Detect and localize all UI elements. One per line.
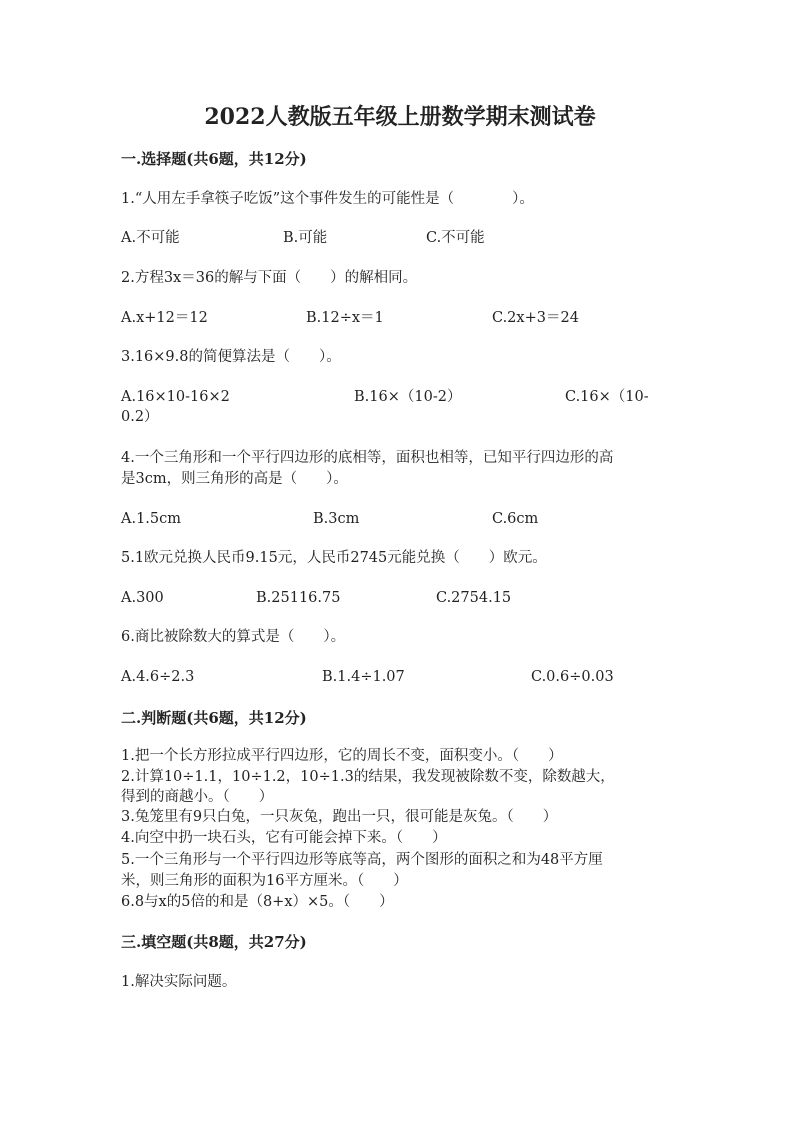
section-heading-judge: 二.判断题(共6题，共12分): [121, 709, 307, 727]
question-stem: 4.一个三角形和一个平行四边形的底相等，面积也相等，已知平行四边形的高: [121, 450, 614, 466]
judge-line: 米，则三角形的面积为16平方厘米。（ ）: [121, 873, 408, 889]
option-c-continued: 0.2）: [121, 409, 159, 425]
option-c: C.6cm: [492, 511, 539, 527]
judge-line: 5.一个三角形与一个平行四边形等底等高，两个图形的面积之和为48平方厘: [121, 852, 603, 868]
option-c: C.2x+3＝24: [492, 310, 579, 326]
judge-line: 4.向空中扔一块石头，它有可能会掉下来。（ ）: [121, 830, 447, 846]
section-heading-fill: 三.填空题(共8题，共27分): [121, 933, 307, 951]
option-a: A.300: [121, 590, 164, 606]
option-b: B.1.4÷1.07: [322, 669, 405, 685]
question-stem: 5.1欧元兑换人民币9.15元，人民币2745元能兑换（ ）欧元。: [121, 550, 547, 566]
question-stem: 2.方程3x＝36的解与下面（ ）的解相同。: [121, 270, 418, 286]
judge-line: 1.把一个长方形拉成平行四边形，它的周长不变，面积变小。（ ）: [121, 748, 563, 764]
judge-line: 2.计算10÷1.1，10÷1.2，10÷1.3的结果，我发现被除数不变，除数越大，: [121, 769, 615, 785]
option-b: B.16×（10-2）: [354, 389, 462, 405]
option-a: A.1.5cm: [121, 511, 182, 527]
option-c: C.不可能: [426, 230, 485, 246]
option-c: C.2754.15: [436, 590, 512, 606]
question-stem: 1.“人用左手拿筷子吃饭”这个事件发生的可能性是（ ）。: [121, 191, 534, 207]
option-b: B.12÷x＝1: [306, 310, 384, 326]
option-c: C.0.6÷0.03: [531, 669, 614, 685]
question-stem: 1.解决实际问题。: [121, 974, 237, 990]
judge-line: 6.8与x的5倍的和是（8+x）×5。（ ）: [121, 894, 394, 910]
section-heading-choice: 一.选择题(共6题，共12分): [121, 150, 307, 168]
question-stem: 6.商比被除数大的算式是（ ）。: [121, 629, 346, 645]
judge-line: 3.兔笼里有9只白兔，一只灰兔，跑出一只，很可能是灰兔。（ ）: [121, 809, 558, 825]
option-a: A.不可能: [121, 230, 180, 246]
question-stem: 3.16×9.8的简便算法是（ ）。: [121, 349, 341, 365]
judge-line: 得到的商越小。（ ）: [121, 789, 274, 805]
option-c: C.16×（10-: [565, 389, 649, 405]
page-title: 2022人教版五年级上册数学期末测试卷: [204, 104, 596, 130]
option-b: B.3cm: [313, 511, 360, 527]
option-a: A.x+12＝12: [121, 310, 208, 326]
option-a: A.16×10-16×2: [121, 389, 230, 405]
question-stem-continued: 是3cm，则三角形的高是（ ）。: [121, 471, 348, 487]
option-b: B.可能: [283, 230, 328, 246]
option-b: B.25116.75: [256, 590, 341, 606]
option-a: A.4.6÷2.3: [121, 669, 195, 685]
